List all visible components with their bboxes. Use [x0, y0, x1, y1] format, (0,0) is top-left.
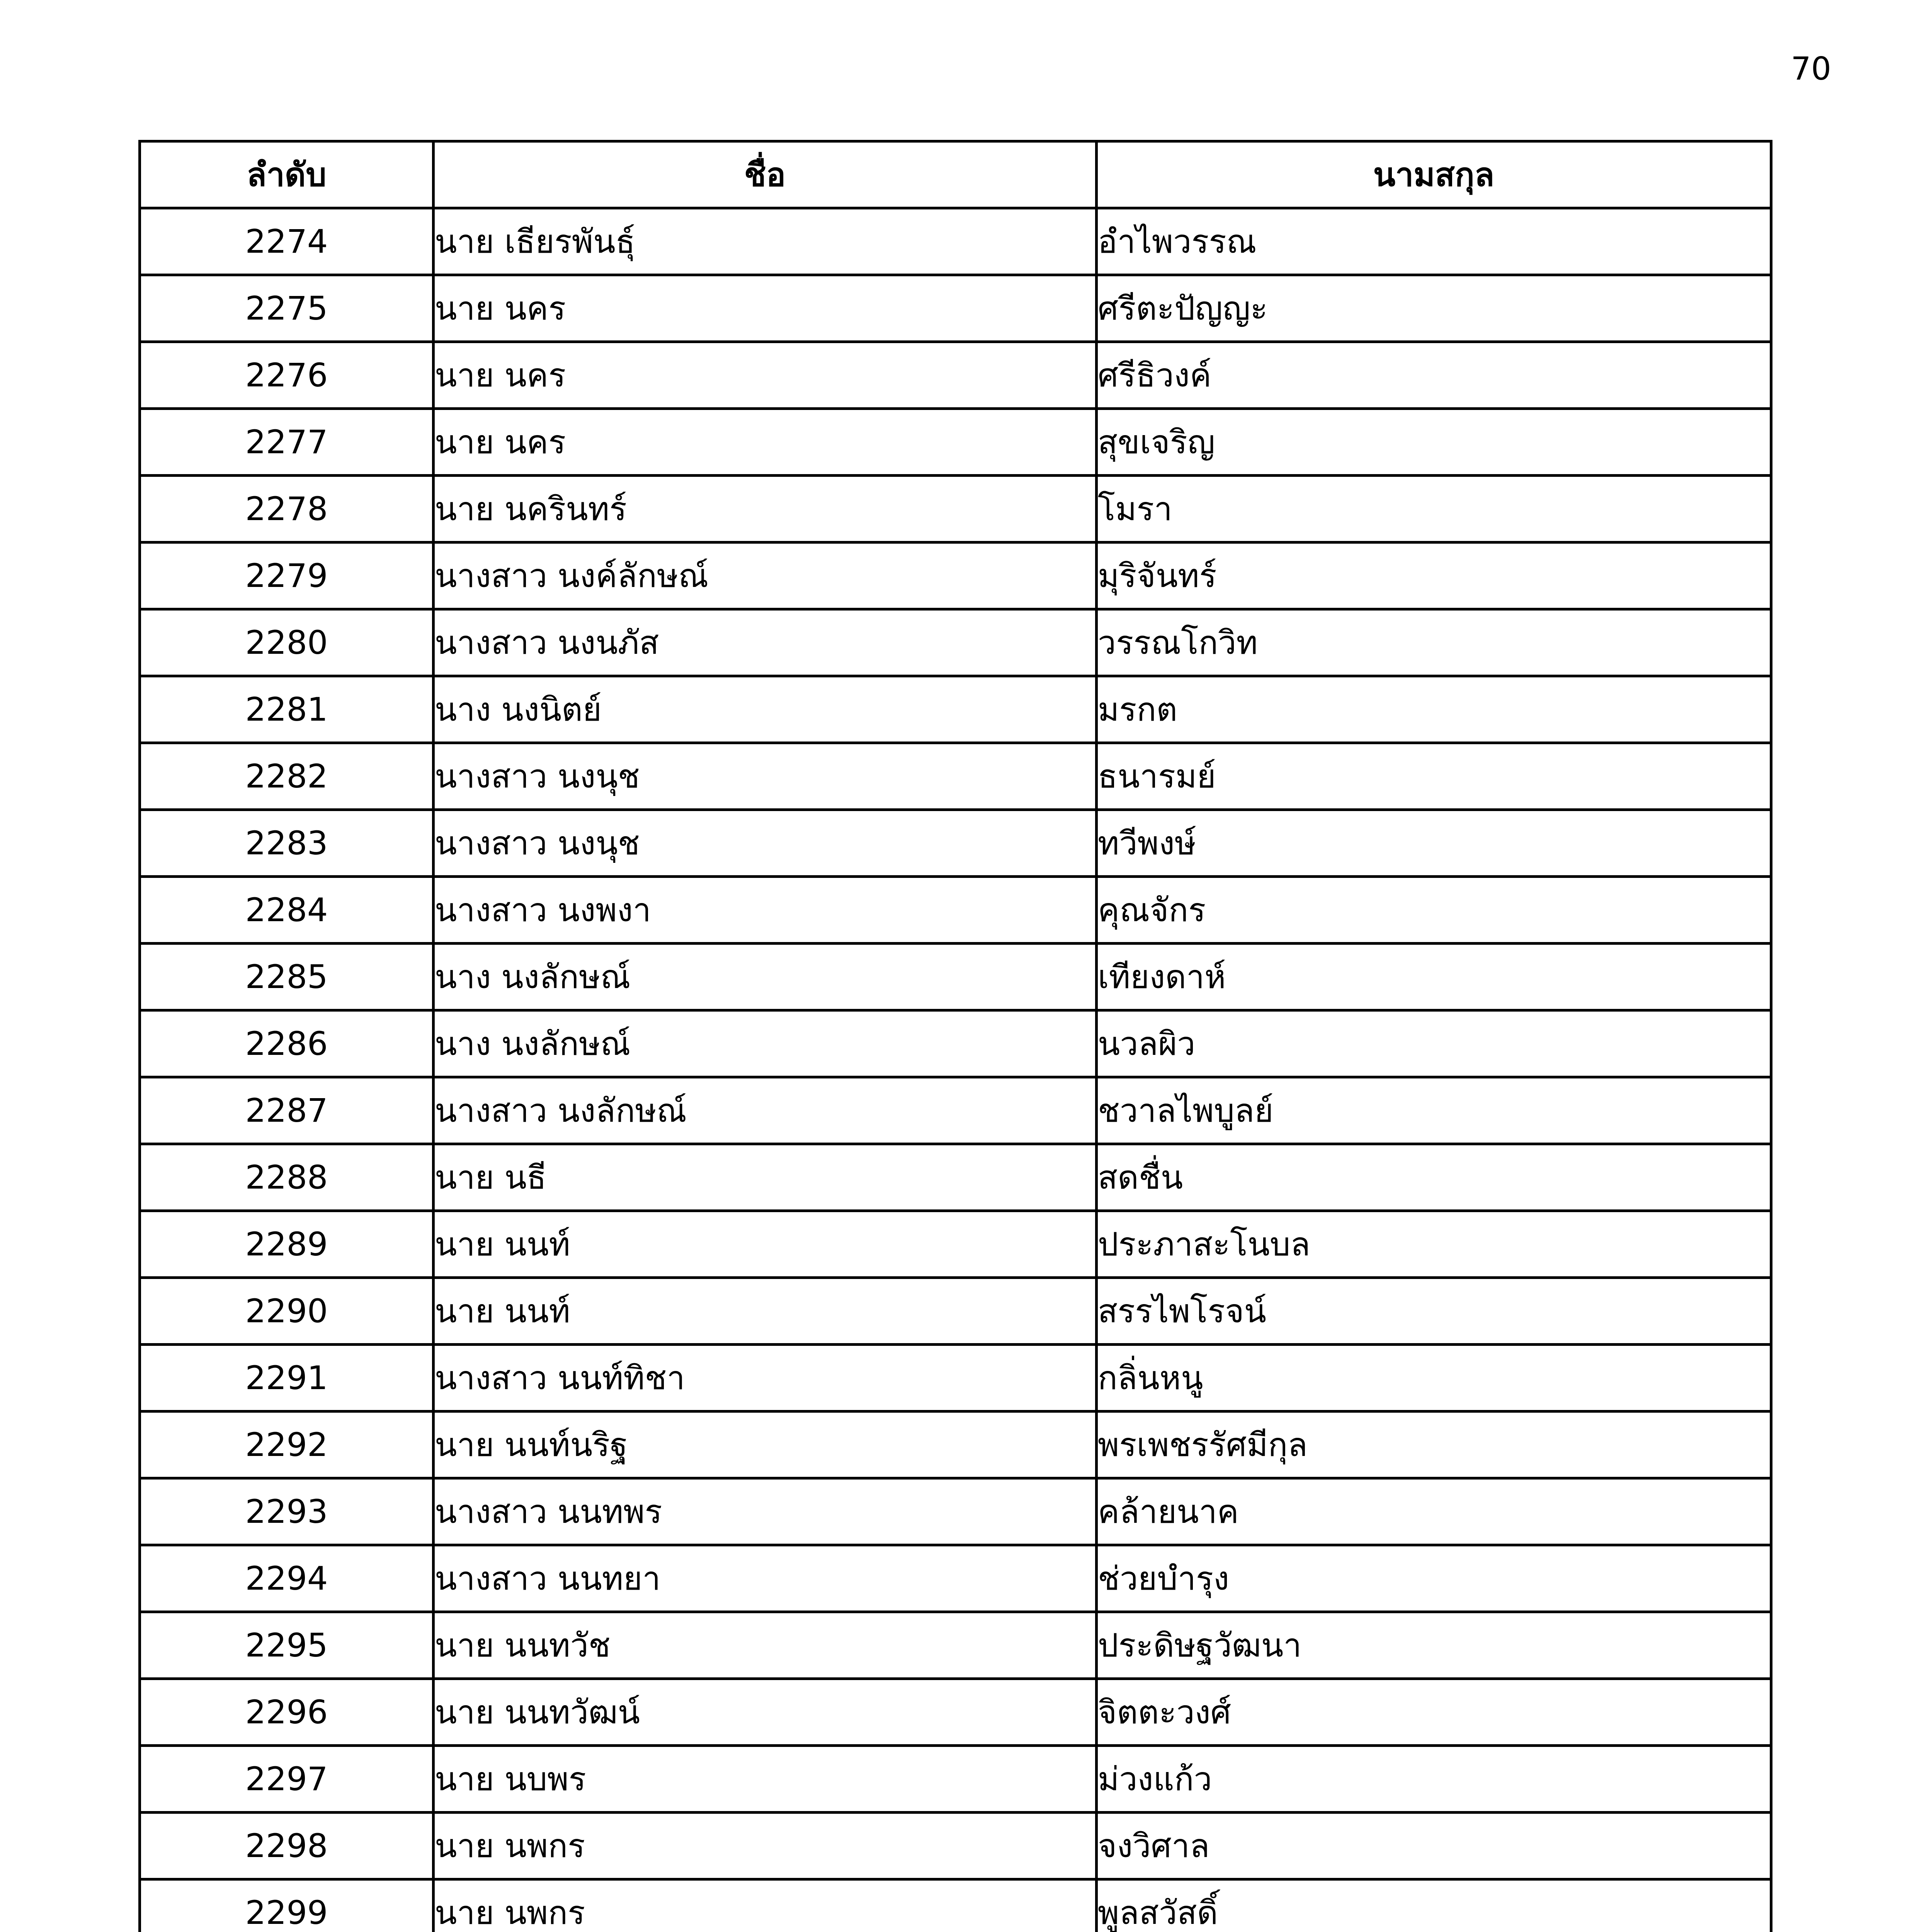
cell-order: 2275 — [140, 275, 434, 342]
cell-surname: มุริจันทร์ — [1097, 543, 1771, 609]
table-row — [140, 1278, 1771, 1345]
table-row — [140, 543, 1771, 609]
cell-name: นาง นงลักษณ์ — [434, 1010, 1097, 1077]
cell-surname: สุขเจริญ — [1097, 409, 1771, 476]
cell-surname: วรรณโกวิท — [1097, 609, 1771, 676]
cell-name: นาย นบพร — [434, 1746, 1097, 1813]
table-row — [140, 877, 1771, 944]
table-row — [140, 342, 1771, 409]
table-row — [140, 275, 1771, 342]
cell-surname: จงวิศาล — [1097, 1813, 1771, 1879]
table-body — [140, 208, 1771, 1932]
cell-order: 2298 — [140, 1813, 434, 1879]
cell-order: 2279 — [140, 543, 434, 609]
cell-order: 2281 — [140, 676, 434, 743]
cell-order: 2283 — [140, 810, 434, 877]
table-row — [140, 208, 1771, 275]
table-row — [140, 1478, 1771, 1545]
table-row — [140, 1345, 1771, 1412]
cell-name: นาง นงนิตย์ — [434, 676, 1097, 743]
cell-name: นาย นนทวัฒน์ — [434, 1679, 1097, 1746]
page-number: 70 — [1791, 51, 1831, 87]
cell-surname: โมรา — [1097, 476, 1771, 543]
cell-order: 2277 — [140, 409, 434, 476]
cell-name: นาย นนท์ — [434, 1211, 1097, 1278]
table-row — [140, 1813, 1771, 1879]
header-order: ลำดับ — [140, 141, 434, 208]
cell-order: 2295 — [140, 1612, 434, 1679]
cell-name: นางสาว นนทพร — [434, 1478, 1097, 1545]
cell-name: นาย นพกร — [434, 1879, 1097, 1932]
cell-order: 2296 — [140, 1679, 434, 1746]
cell-surname: สดชื่น — [1097, 1144, 1771, 1211]
cell-name: นางสาว นงพงา — [434, 877, 1097, 944]
cell-surname: นวลผิว — [1097, 1010, 1771, 1077]
roster-table — [138, 140, 1772, 1932]
cell-surname: เทียงดาห์ — [1097, 944, 1771, 1010]
header-row — [140, 141, 1771, 208]
cell-name: นาย นพกร — [434, 1813, 1097, 1879]
cell-order: 2293 — [140, 1478, 434, 1545]
cell-order: 2290 — [140, 1278, 434, 1345]
cell-order: 2297 — [140, 1746, 434, 1813]
cell-name: นางสาว นนท์ทิชา — [434, 1345, 1097, 1412]
cell-order: 2294 — [140, 1545, 434, 1612]
cell-name: นาง นงลักษณ์ — [434, 944, 1097, 1010]
cell-surname: สรรไพโรจน์ — [1097, 1278, 1771, 1345]
table-row — [140, 1077, 1771, 1144]
cell-surname: ประภาสะโนบล — [1097, 1211, 1771, 1278]
table-row — [140, 1412, 1771, 1478]
cell-name: นาย นครินทร์ — [434, 476, 1097, 543]
header-surname: นามสกุล — [1097, 141, 1771, 208]
table-row — [140, 676, 1771, 743]
cell-name: นางสาว นนทยา — [434, 1545, 1097, 1612]
cell-order: 2286 — [140, 1010, 434, 1077]
table-row — [140, 476, 1771, 543]
cell-order: 2299 — [140, 1879, 434, 1932]
table-row — [140, 1746, 1771, 1813]
cell-order: 2276 — [140, 342, 434, 409]
table-row — [140, 609, 1771, 676]
cell-order: 2287 — [140, 1077, 434, 1144]
cell-name: นางสาว นงนุช — [434, 810, 1097, 877]
cell-name: นาย นนทวัช — [434, 1612, 1097, 1679]
cell-order: 2285 — [140, 944, 434, 1010]
cell-surname: ศรีธิวงค์ — [1097, 342, 1771, 409]
cell-order: 2274 — [140, 208, 434, 275]
cell-order: 2282 — [140, 743, 434, 810]
cell-name: นางสาว นงลักษณ์ — [434, 1077, 1097, 1144]
cell-name: นาย นคร — [434, 342, 1097, 409]
cell-surname: กลิ่นหนู — [1097, 1345, 1771, 1412]
table-row — [140, 1679, 1771, 1746]
cell-name: นางสาว นงนภัส — [434, 609, 1097, 676]
table-row — [140, 1144, 1771, 1211]
table-row — [140, 1612, 1771, 1679]
cell-surname: ช่วยบำรุง — [1097, 1545, 1771, 1612]
cell-name: นางสาว นงค์ลักษณ์ — [434, 543, 1097, 609]
cell-name: นาย นคร — [434, 409, 1097, 476]
cell-order: 2292 — [140, 1412, 434, 1478]
cell-name: นาย เธียรพันธุ์ — [434, 208, 1097, 275]
cell-name: นาย นนท์ — [434, 1278, 1097, 1345]
cell-order: 2284 — [140, 877, 434, 944]
table-row — [140, 743, 1771, 810]
cell-surname: ประดิษฐวัฒนา — [1097, 1612, 1771, 1679]
cell-surname: พรเพชรรัศมีกุล — [1097, 1412, 1771, 1478]
table-row — [140, 1879, 1771, 1932]
cell-order: 2280 — [140, 609, 434, 676]
cell-surname: ศรีตะปัญญะ — [1097, 275, 1771, 342]
table-row — [140, 944, 1771, 1010]
cell-surname: จิตตะวงศ์ — [1097, 1679, 1771, 1746]
table-row — [140, 1211, 1771, 1278]
cell-surname: ทวีพงษ์ — [1097, 810, 1771, 877]
cell-order: 2291 — [140, 1345, 434, 1412]
cell-surname: ธนารมย์ — [1097, 743, 1771, 810]
cell-surname: คุณจักร — [1097, 877, 1771, 944]
cell-name: นางสาว นงนุช — [434, 743, 1097, 810]
cell-surname: อำไพวรรณ — [1097, 208, 1771, 275]
cell-name: นาย นคร — [434, 275, 1097, 342]
cell-order: 2278 — [140, 476, 434, 543]
table-row — [140, 1545, 1771, 1612]
cell-order: 2289 — [140, 1211, 434, 1278]
cell-name: นาย นธี — [434, 1144, 1097, 1211]
cell-surname: คล้ายนาค — [1097, 1478, 1771, 1545]
cell-order: 2288 — [140, 1144, 434, 1211]
table-row — [140, 810, 1771, 877]
cell-surname: มรกต — [1097, 676, 1771, 743]
table-row — [140, 409, 1771, 476]
cell-surname: ม่วงแก้ว — [1097, 1746, 1771, 1813]
cell-surname: ชวาลไพบูลย์ — [1097, 1077, 1771, 1144]
table-row — [140, 1010, 1771, 1077]
table-header — [140, 141, 1771, 208]
cell-surname: พูลสวัสดิ์ — [1097, 1879, 1771, 1932]
cell-name: นาย นนท์นริฐ — [434, 1412, 1097, 1478]
header-name: ชื่อ — [434, 141, 1097, 208]
